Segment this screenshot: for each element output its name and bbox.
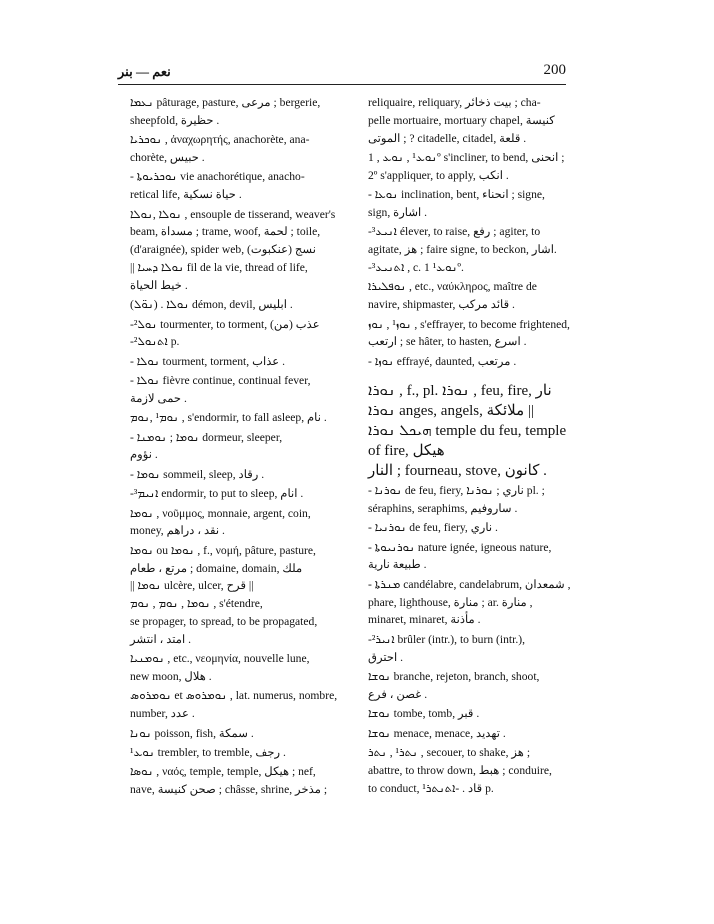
dictionary-entry: [368, 668, 578, 704]
page-number: 200: [543, 62, 566, 78]
entry-line: - ܢܘܪܢܝܐ de feu, fiery, ناري .: [368, 521, 498, 535]
entry-line: - ܢܘܠܐ tourment, torment, عذاب .: [130, 354, 286, 368]
entry-line: - ܢܘܠܐ fièvre continue, continual fever,: [130, 374, 311, 388]
entry-line: - ܢܘܟܪܝܘܬܐ vie anachorétique, anacho-: [130, 170, 305, 184]
dictionary-entry: [130, 763, 346, 799]
entry-line: -ܐܢܝܡ³ endormir, to put to sleep, انام .: [130, 487, 304, 501]
page-header: [118, 62, 566, 85]
entry-line: beam, مسداة ; trame, woof, لحمة ; toile,: [130, 225, 321, 239]
dictionary-entry: [368, 94, 578, 147]
dictionary-entry: [368, 631, 578, 667]
entry-line: retical life, حياة نسكية .: [130, 188, 242, 202]
entry-line: ܢܥܡܐ pâturage, pasture, مرعى ; bergerie,: [130, 96, 321, 109]
entry-line: خيط الحياة .: [130, 278, 188, 292]
entry-line: ܢܘܡܢܝܐ , etc., νεομηνία, nouvelle lune,: [130, 652, 310, 666]
entry-line: ܢܘܣܐ , ναός, temple, temple, هيكل ; nef,: [130, 765, 316, 779]
dictionary-entry: [130, 206, 346, 295]
entry-line: -ܐܬܢܘܠ² p.: [130, 335, 180, 349]
dictionary-entry: [130, 131, 346, 167]
entry-line: طبيعة نارية .: [368, 558, 427, 572]
dictionary-entry: [130, 542, 346, 649]
entry-line: ارتعب ; se hâter, to hasten, اسرع .: [368, 335, 527, 349]
entry-line: sheepfold, حظيرة .: [130, 113, 220, 127]
entry-line: reliquaire, reliquary, بيت ذخائر ; cha-: [368, 96, 541, 109]
entry-line: ܢܘܥ¹ trembler, to tremble, رجف .: [130, 745, 286, 759]
entry-line: غصن ، فرع .: [368, 687, 428, 701]
entry-line: pelle mortuaire, mortuary chapel, كنيسة: [368, 113, 555, 127]
entry-line: || ܢܘܡܐ ulcère, ulcer, قرح ||: [130, 579, 254, 593]
entry-line: الموتى ; ? citadelle, citadel, قلعة .: [368, 131, 527, 145]
entry-line: ܢܘܪܐ , f., pl. ܢܘܪܐ , feu, fire, نار: [368, 382, 552, 399]
dictionary-entry: [130, 744, 346, 762]
entry-line: agitate, هز ; faire signe, to beckon, اشار.: [368, 243, 557, 257]
dictionary-entry: [130, 316, 346, 352]
dictionary-entry: [368, 316, 578, 352]
right-column: [368, 94, 578, 799]
dictionary-entry: [130, 353, 346, 371]
entry-line: -ܐܢܝܪ² brûler (intr.), to burn (intr.),: [368, 632, 525, 646]
entry-line: (ܢܘ̈ܠ) . ܢܘܠܐ démon, devil, ابليس .: [130, 298, 293, 312]
dictionary-entry: [130, 409, 346, 427]
entry-line: -ܢܘܠ² tourmenter, to torment, (من) عذب: [130, 317, 320, 331]
entry-line: money, نقد ، دراهم .: [130, 524, 225, 538]
dictionary-entry: [368, 482, 578, 518]
dictionary-entry: [368, 725, 578, 743]
entry-line: chorète, حبيس .: [130, 150, 205, 164]
dictionary-entry: [368, 576, 578, 629]
entry-line: ܢܘܫܐ branche, rejeton, branch, shoot,: [368, 670, 540, 684]
dictionary-entry: [368, 705, 578, 723]
entry-line: new moon, هلال .: [130, 670, 212, 684]
entry-line: - ܢܘܥܐ inclination, bent, انحناء ; signe,: [368, 188, 545, 202]
entry-line: - ܢܘܪܢܐ de feu, fiery, ناري ; ܢܘܪܢܐ pl. ;: [368, 484, 545, 498]
entry-line: ܢܘܪܐ anges, angels, ملائكة ||: [368, 402, 534, 419]
entry-line: النار ; fourneau, stove, كانون .: [368, 462, 547, 479]
dictionary-entry: [368, 539, 578, 575]
dictionary-entry: [368, 278, 578, 314]
dictionary-entry: [368, 519, 578, 537]
entry-line: ܢܘܡܐ , νοῦμμος, monnaie, argent, coin,: [130, 506, 311, 520]
entry-line: séraphins, seraphims, ساروفيم .: [368, 501, 518, 515]
entry-line: ܢܬܪ¹ , ܢܬܪ , secouer, to shake, هز ;: [368, 746, 531, 760]
entry-line: sign, اشارة .: [368, 205, 428, 219]
dictionary-entry: [368, 744, 578, 797]
entry-line: se propager, to spread, to be propagated,: [130, 615, 318, 629]
entry-line: ܢܘܟܪܝܐ , ἀναχωρητής, anachorète, ana-: [130, 133, 310, 147]
running-head: نعم — بنر: [118, 64, 171, 79]
entry-line: - ܢܘܪܢܝܘܬܐ nature ignée, igneous nature,: [368, 540, 552, 554]
dictionary-entry: [130, 429, 346, 465]
entry-line: -ܐܢܝܥ³ élever, to raise, رفع ; agiter, to: [368, 225, 541, 239]
dictionary-entry: [130, 296, 346, 314]
dictionary-entry: [130, 505, 346, 541]
dictionary-entry: [368, 381, 578, 481]
dictionary-entry: [130, 687, 346, 723]
entry-line: امتد ، انتشر .: [130, 632, 192, 646]
entry-line: ܢܘܫܐ menace, menace, تهديد .: [368, 726, 506, 740]
dictionary-entry: [130, 725, 346, 743]
entry-line: ܢܘܡ¹ ,ܢܘܡ , s'endormir, to fall asleep, نام .: [130, 411, 327, 425]
entry-line: ܢܘܢܐ poisson, fish, سمكة .: [130, 726, 254, 740]
dictionary-entry: [368, 223, 578, 276]
entry-line: number, عدد .: [130, 707, 195, 721]
entry-line: ܢܘܫܐ tombe, tomb, قبر .: [368, 707, 480, 721]
entry-line: ܢܘܥ¹ , ܢܘܥ , 1º s'incliner, to bend, انحنى ;: [368, 150, 565, 164]
entry-line: || ܢܘܠܐ ܕܚܝܐ fil de la vie, thread of life,: [130, 260, 308, 274]
entry-line: ܢܘܠܐ ,ܢܘܠܐ , ensouple de tisserand, weaver's: [130, 207, 336, 221]
dictionary-entry: [368, 186, 578, 222]
entry-line: -ܐܬܢܝܥ³ , c. ܢܘܥ¹ 1º.: [368, 260, 464, 274]
entry-line: ܢܘܡܪܘܣ et ܢܘܡܪܘܣ , lat. numerus, nombre,: [130, 689, 338, 703]
entry-line: - ܡܢܪܬܐ candélabre, candelabrum, شمعدان ,: [368, 577, 571, 591]
entry-line: ܢܘܦܠܝܪܐ , etc., ναύκληρος, maître de: [368, 280, 537, 294]
entry-line: نؤوم .: [130, 448, 158, 462]
dictionary-entry: [130, 94, 346, 130]
entry-line: phare, lighthouse, منارة ; ar. منارة ,: [368, 595, 533, 609]
entry-line: 2º s'appliquer, to apply, انكب .: [368, 168, 509, 182]
entry-line: nave, صحن كنيسة ; châsse, shrine, مذخر ;: [130, 783, 328, 797]
entry-line: - ܢܘܡܐ sommeil, sleep, رقاد .: [130, 467, 265, 481]
entry-line: ܢܘܡܐ , ܢܘܡ , ܢܘܡ , s'étendre,: [130, 597, 263, 611]
entry-line: ܢܘܡܐ ou ܢܘܡܐ , f., νομή, pâture, pasture,: [130, 543, 316, 557]
dictionary-entry: [368, 149, 578, 185]
entry-line: - ܢܘܙܐ effrayé, daunted, مرتعب .: [368, 354, 517, 368]
entry-line: مرتع ، طعام ; domaine, domain, ملك: [130, 561, 303, 575]
dictionary-entry: [130, 485, 346, 503]
entry-line: to conduct, قاد . -ܐܬܢܬܪ¹ p.: [368, 781, 494, 795]
entry-line: احترق .: [368, 650, 404, 664]
entry-line: - ܢܘܡܐ ; ܢܘܡܢܐ dormeur, sleeper,: [130, 430, 283, 444]
entry-line: حمى لازمة .: [130, 391, 187, 405]
dictionary-entry: [130, 466, 346, 484]
dictionary-entry: [368, 353, 578, 371]
dictionary-entry: [130, 168, 346, 204]
entry-line: (d'araignée), spider web, (عنكبوت) نسج: [130, 243, 316, 257]
dictionary-entry: [130, 650, 346, 686]
entry-line: minaret, minaret, مأذنة .: [368, 613, 481, 627]
entry-line: ܗܝܟܠ ܢܘܪܐ temple du feu, temple of fire, هيكل: [368, 422, 570, 459]
entry-line: abattre, to throw down, هبط ; conduire,: [368, 763, 552, 777]
entry-line: navire, shipmaster, قائد مركب .: [368, 298, 515, 312]
left-column: [130, 94, 346, 801]
entry-line: ܢܘܙ¹ , ܢܘܙ , s'effrayer, to become frightened,: [368, 317, 570, 331]
dictionary-entry: [130, 372, 346, 408]
